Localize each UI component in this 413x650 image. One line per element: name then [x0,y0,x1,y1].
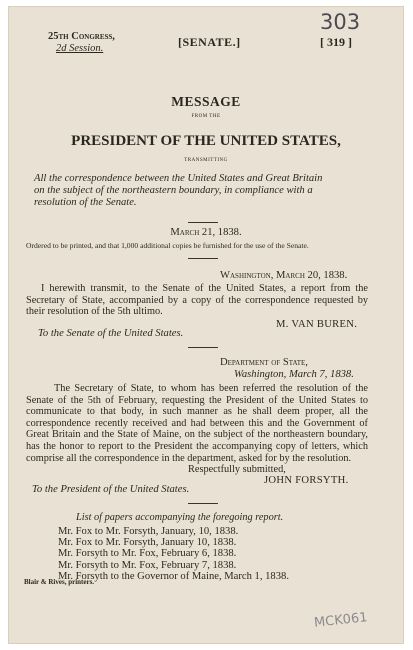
letter1-addressee: To the Senate of the United States. [38,328,184,339]
divider-rule [188,222,218,223]
divider-rule [188,258,218,259]
letter2-signature: JOHN FORSYTH. [264,475,349,486]
order-text: Ordered to be printed, and that 1,000 additional copies be furnished for the use of the Senate. [26,241,309,250]
session-label: 2d Session. [56,43,104,54]
letter2-body: The Secretary of State, to whom has been referred the resolution of the Senate of the 5th of February, requesting the President of the United States to communicate to that body, in such manner as he shall deem proper, all the correspondence recently received and had between this and the Government of Great Britain and the State of Maine, on the subject of the northeastern boundary, has the honor to report to the President the accompanying copy of letters, which comprise all the correspondence in the department, asked for by the resolution. [26,383,368,464]
list-item: Mr. Forsyth to Mr. Fox, February 7, 1838. [58,559,237,571]
letter2-addressee: To the President of the United States. [32,484,190,495]
papers-heading: List of papers accompanying the foregoing report. [76,512,284,523]
department-label: Department of State, [220,357,308,368]
list-item: Mr. Fox to Mr. Forsyth, January 10, 1838. [58,537,237,549]
papers-list [58,526,289,582]
handwritten-number: 303 [320,10,361,34]
document-number: [ 319 ] [320,35,352,49]
list-item: Mr. Forsyth to the Governor of Maine, March 1, 1838. [58,570,289,582]
order-date: March 21, 1838. [170,227,242,238]
president-title: PRESIDENT OF THE UNITED STATES, [71,133,341,149]
printer-line: Blair & Rives, printers. [24,578,95,586]
subject-line-3: resolution of the Senate. [34,197,137,208]
document-page [8,6,404,644]
divider-rule [188,503,218,504]
congress-label: 25th Congress, [48,31,115,42]
subject-line-1: All the correspondence between the United States and Great Britain [34,173,323,184]
letter1-dateline-text: Washington, March 20, 1838. [220,270,348,281]
list-item: Mr. Forsyth to Mr. Fox, February 6, 1838. [58,548,237,560]
list-item: Mr. Fox to Mr. Forsyth, January, 10, 1838. [58,526,239,537]
transmitting-label: TRANSMITTING [184,158,228,163]
chamber-label: [SENATE.] [178,35,241,49]
divider-rule [188,347,218,348]
letter1-signature: M. VAN BUREN. [276,319,358,330]
subject-line-2: on the subject of the northeastern boundary, in compliance with a [34,185,313,196]
letter1-dateline [220,270,347,281]
from-the-label: FROM THE [191,114,221,119]
letter2-dateline: Washington, March 7, 1838. [234,369,354,380]
catalog-mark: MCK061 [313,610,369,631]
letter2-closing: Respectfully submitted, [188,464,286,475]
message-title: MESSAGE [171,94,241,109]
letter1-body: I herewith transmit, to the Senate of the United States, a report from the Secretary of State, accompanied by a copy of the correspondence requested by their resolution of the 5th ultimo. [26,283,368,318]
